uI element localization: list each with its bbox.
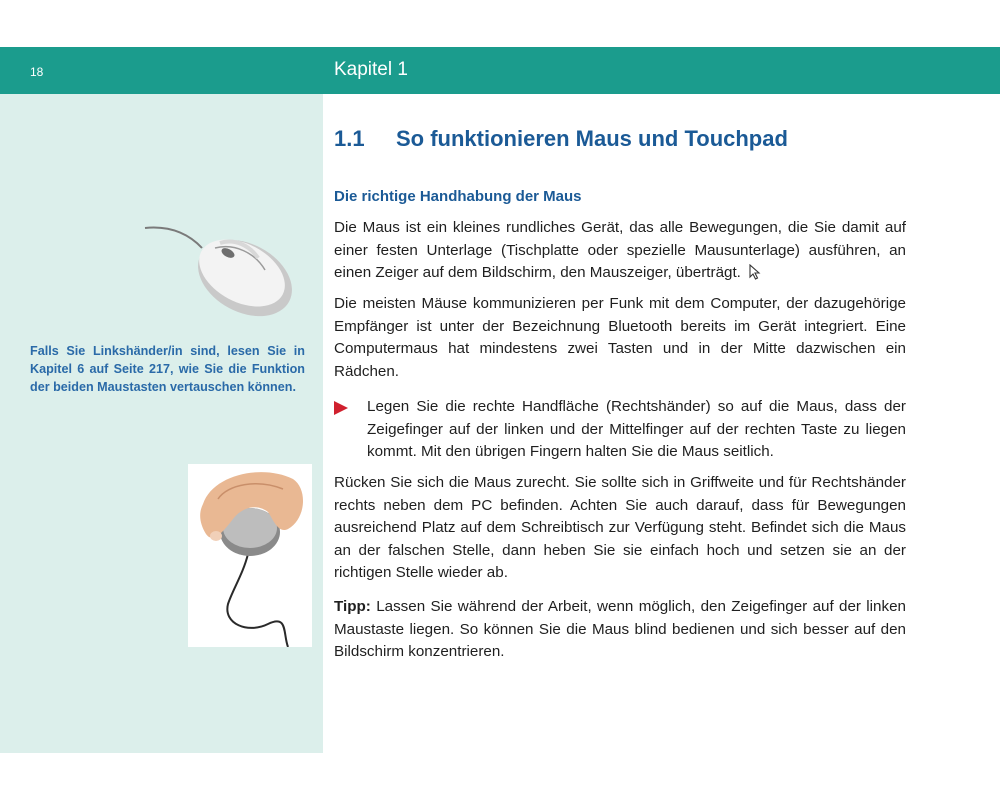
section-number: 1.1 <box>334 126 365 151</box>
tip-text: Lassen Sie während der Arbeit, wenn möglich, den Zeigefinger auf der linken Maustaste liegen. So können Sie die Maus blind bedienen und sich besser auf den Bildschirm konzentrieren. <box>334 598 906 660</box>
paragraph-1-text: Die Maus ist ein kleines rundliches Gerät, das alle Bewegungen, die Sie damit auf einer festen Unterlage (Tischplatte oder spezielle Mausunterlage) ausführen, an einen Zeiger auf dem Bildschirm, den Mauszeiger, überträgt. <box>334 219 906 281</box>
paragraph-3: Rücken Sie sich die Maus zurecht. Sie sollte sich in Griffweite und für Rechtshänder rechts neben dem PC befinden. Achten Sie auch darauf, dass für Bewegungen ausreichend Platz auf dem Schreibtisch zur Verfügung steht. Befindet sich die Maus an der falschen Stelle, dann heben Sie sie einfach hoch und setzen sie an der richtigen Stelle wieder ab. <box>334 474 906 581</box>
instruction-step <box>334 396 906 464</box>
page-header <box>0 47 1000 94</box>
section-title: So funktionieren Maus und Touchpad <box>396 126 788 151</box>
page-number: 18 <box>30 65 44 79</box>
mouse-pointer-icon <box>749 264 761 280</box>
paragraph-2: Die meisten Mäuse kommunizieren per Funk mit dem Computer, der dazugehörige Empfänger ist unter der Bezeichnung Bluetooth bereits im Gerät integriert. Eine Computermaus hat mindestens zwei Tasten und in der Mitte dazwischen ein Rädchen. <box>334 295 906 380</box>
step-text: Legen Sie die rechte Handfläche (Rechtshänder) so auf die Maus, dass der Zeigefinger auf der linken und der Mittelfinger auf der rechten Taste zu liegen kommt. Mit den übrigen Fingern halten Sie die Maus seitlich. <box>367 398 906 460</box>
tip-label: Tipp: <box>334 598 371 615</box>
paragraph-1 <box>334 217 906 285</box>
step-arrow-icon <box>334 401 348 415</box>
sidebar <box>0 94 323 753</box>
chapter-title: Kapitel 1 <box>334 59 408 80</box>
hand-on-mouse-photo <box>188 464 312 647</box>
tip-paragraph <box>334 596 906 664</box>
subheading: Die richtige Handhabung der Maus <box>334 188 582 205</box>
sidebar-note: Falls Sie Linkshänder/in sind, lesen Sie in Kapitel 6 auf Seite 217, wie Sie die Funktion der beiden Maustasten vertauschen können. <box>30 344 305 394</box>
section-heading <box>334 126 788 152</box>
mouse-illustration <box>140 218 300 323</box>
